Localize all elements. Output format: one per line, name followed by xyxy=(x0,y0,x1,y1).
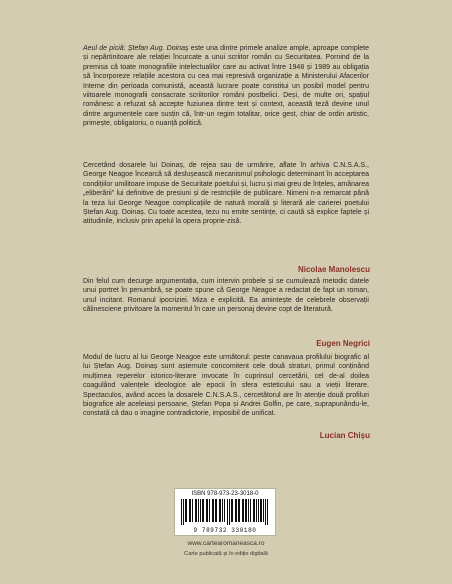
barcode-bar xyxy=(245,499,247,522)
isbn-barcode xyxy=(174,488,276,536)
barcode-bar xyxy=(229,499,230,525)
blurb-paragraph-2: Cercetând dosarele lui Doinaș, de rejea sau de urmărire, aflate în arhiva C.N.S.A.S., George Neagoe încearcă să deslușească mecanismul psihologic determinant în acceptarea condițiilor umilitoare impuse de Securitate poetului și, lucru și mai greu de înțeles, amânarea „eliberării” lui definitive de presiuni și de restricțiile de publicare. Nimeni n-a remarcat până la teza lui George Neagoe complicațiile de natură morală și literară ale carierei poetului Ștefan Aug. Doinaș. Cu toate acestea, tezu nu emite sentințe, ci caută să explice faptele și atitudinile, inclusiv prin apelul la opera proprie-zisă. xyxy=(83,162,369,226)
blurb-author-signature: Eugen Negrici xyxy=(316,339,370,348)
barcode-bar xyxy=(200,499,201,522)
barcode-bar xyxy=(189,499,191,522)
barcode-bar xyxy=(242,499,244,522)
barcode-bar xyxy=(248,499,249,522)
barcode-bar xyxy=(267,499,268,525)
barcode-bar xyxy=(238,499,240,522)
barcode-bar xyxy=(250,499,251,522)
barcode-bar xyxy=(209,499,210,522)
barcode-bar xyxy=(253,499,255,522)
barcode-bar xyxy=(212,499,214,522)
barcode-bar xyxy=(215,499,217,522)
barcode-bar xyxy=(235,499,237,522)
blurb-paragraph-1 xyxy=(83,44,369,129)
barcode-bar xyxy=(195,499,197,522)
barcode-bar xyxy=(183,499,184,525)
barcode-bar xyxy=(202,499,204,522)
barcode-bars xyxy=(181,499,269,525)
blurb-author-signature: Lucian Chișu xyxy=(319,431,370,440)
blurb-book-title: Aeul de piciă: Ștefan Aug. Doinaș xyxy=(83,45,189,52)
barcode-bar xyxy=(231,499,233,522)
barcode-digits: 9 789732 330180 xyxy=(193,527,257,534)
barcode-bar xyxy=(185,499,187,522)
blurb-paragraph-4: Modul de lucru al lui George Neagoe este următorul: peste canavaua profilului biografic al lui Ștefan Aug. Doinaș sunt așternute concomitent cele două straturi, primul conținând mulțimea reperelor istorico-literare invocate în cuprinsul cercetării, cel de-al doilea coagulând valențele ideologice ale epocii în sfera esteticului sau a vieții literare. Spectaculos, având acces la dosarele C.N.S.A.S., cercetătorul are în atenție două profiluri biografice ale aceleiași persoane, Ștefan Popa și Andrei Golfin, pe care, suprapunându-le, constată că dau o imagine contradictorie, imposibil de unificat. xyxy=(83,354,369,418)
barcode-bar xyxy=(206,499,208,522)
publisher-website: www.cartearomaneasca.ro xyxy=(187,540,265,547)
barcode-bar xyxy=(265,499,266,525)
barcode-bar xyxy=(222,499,223,522)
barcode-bar xyxy=(219,499,221,522)
barcode-bar xyxy=(192,499,193,522)
barcode-bar xyxy=(260,499,262,522)
isbn-label: ISBN 978-973-23-3018-0 xyxy=(191,491,259,497)
barcode-bar xyxy=(258,499,259,522)
barcode-bar xyxy=(263,499,264,522)
barcode-bar xyxy=(181,499,182,525)
barcode-bar xyxy=(227,499,228,525)
blurb-author-signature: Nicolae Manolescu xyxy=(297,265,370,274)
barcode-bar xyxy=(198,499,199,522)
blurb-paragraph-3: Din felul cum decurge argumentația, cum intervin probele și se cumulează metodic datele unui portret în penumbră, se poate spune că George Neagoe a redactat de fapt un roman, unul incitant. Romanul ipocriziei. Miza e explicită. Ea amintește de celebrele observații călinesciene privitoare la momentul în care un personaj devine copt de literatură. xyxy=(83,278,369,314)
blurb-text: este una dintre primele analize ample, aproape complete și nepărtinitoare ale relației încurcate a unui scriitor român cu Securitatea. Pornind de la premisa că toate monografiile intelectualilor care au activat între 1948 și 1989 au obligația să încorporeze relațiile acestora cu cea mai represivă organizație a Ministerului Afacerilor Interne din perioada comunistă, această lucrare poate constitui un posibil model pentru viitoarele monografii consacrate scriitorilor români postbelici. Deși, de multe ori, spațiul românesc a refuzat să accepte fuziunea dintre text și context, această teză devine unul dintre argumentele care susțin că, într-un regim totalitar, orice gest, chiar de ordin artistic, primește, obligatoriu, o nuanță politică. xyxy=(83,45,370,128)
barcode-bar xyxy=(256,499,257,522)
publisher-tagline: Carte publicată și în ediție digitală xyxy=(184,551,268,557)
barcode-bar xyxy=(224,499,225,522)
